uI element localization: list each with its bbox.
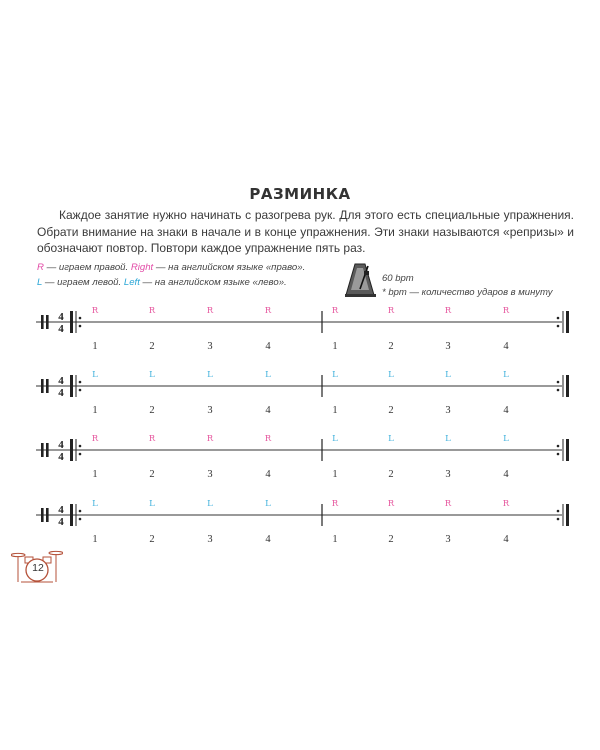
repeat-dot xyxy=(79,317,82,320)
hand-right: R xyxy=(387,306,395,316)
percussion-clef-bar xyxy=(46,443,49,457)
hand-right: R xyxy=(148,434,156,444)
legend-left-text1: — играем левой. xyxy=(42,276,124,288)
end-repeat-thick-bar xyxy=(566,311,569,333)
beat-count: 2 xyxy=(388,405,394,416)
repeat-dot xyxy=(557,510,560,513)
hand-right: R xyxy=(444,499,452,509)
end-repeat-thick-bar xyxy=(566,504,569,526)
page-number: 12 xyxy=(32,562,44,574)
legend-right-text1: — играем правой. xyxy=(43,262,131,273)
repeat-dot xyxy=(557,325,560,328)
beat-count: 1 xyxy=(332,341,338,352)
page-title: РАЗМИНКА xyxy=(249,185,351,203)
beat-count: 4 xyxy=(265,341,271,352)
percussion-clef-bar xyxy=(46,508,49,522)
time-signature-bottom: 4 xyxy=(58,451,64,463)
beat-count: 2 xyxy=(388,534,394,545)
intro-paragraph: Каждое занятие нужно начинать с разогрева рук. Для этого есть специальные упражнения. Обрати внимание на знаки в начале и в конце упражнения. Эти знаки называются «репризы» и обозначают повтор. Повтори каждое упражнение пять раз. xyxy=(37,208,574,255)
percussion-clef-bar xyxy=(41,443,44,457)
beat-count: 1 xyxy=(92,341,98,352)
end-repeat-thick-bar xyxy=(566,439,569,461)
hand-left: L xyxy=(445,434,451,444)
time-signature-bottom: 4 xyxy=(58,323,64,335)
time-signature-top: 4 xyxy=(58,311,64,323)
hand-right: R xyxy=(502,499,510,509)
repeat-dot xyxy=(79,389,82,392)
repeat-dot xyxy=(557,518,560,521)
repeat-dot xyxy=(557,381,560,384)
beat-count: 3 xyxy=(445,534,451,545)
time-signature-top: 4 xyxy=(58,504,64,516)
percussion-clef-bar xyxy=(41,379,44,393)
hand-right: R xyxy=(206,434,214,444)
hand-left: L xyxy=(503,370,509,380)
hand-right: R xyxy=(148,306,156,316)
beat-count: 2 xyxy=(388,469,394,480)
beat-count: 4 xyxy=(503,405,509,416)
hand-left: L xyxy=(388,434,394,444)
beat-count: 4 xyxy=(265,534,271,545)
repeat-dot xyxy=(557,445,560,448)
percussion-clef-bar xyxy=(41,508,44,522)
repeat-dot xyxy=(557,317,560,320)
time-signature-bottom: 4 xyxy=(58,516,64,528)
hand-right: R xyxy=(331,306,339,316)
hand-right: R xyxy=(444,306,452,316)
start-repeat-thick-bar xyxy=(70,504,73,526)
time-signature-top: 4 xyxy=(58,375,64,387)
hand-left: L xyxy=(92,499,98,509)
time-signature-top: 4 xyxy=(58,439,64,451)
hand-left: L xyxy=(149,370,155,380)
beat-count: 1 xyxy=(92,534,98,545)
start-repeat-thick-bar xyxy=(70,375,73,397)
start-repeat-thick-bar xyxy=(70,439,73,461)
legend-right-word: Right xyxy=(130,262,154,273)
percussion-clef-bar xyxy=(46,379,49,393)
beat-count: 1 xyxy=(92,405,98,416)
percussion-clef-bar xyxy=(41,315,44,329)
beat-count: 1 xyxy=(332,534,338,545)
hand-left: L xyxy=(332,370,338,380)
hand-left: L xyxy=(207,370,213,380)
hand-left: L xyxy=(207,499,213,509)
beat-count: 1 xyxy=(332,469,338,480)
repeat-dot xyxy=(557,389,560,392)
hand-right: R xyxy=(206,306,214,316)
beat-count: 3 xyxy=(207,469,213,480)
beat-count: 1 xyxy=(92,469,98,480)
legend-left-word: Left xyxy=(123,276,140,288)
hand-left: L xyxy=(265,499,271,509)
hand-left: L xyxy=(445,370,451,380)
percussion-clef-bar xyxy=(46,315,49,329)
hand-right: R xyxy=(91,306,99,316)
repeat-dot xyxy=(79,453,82,456)
beat-count: 3 xyxy=(207,405,213,416)
tempo-note: * bpm — количество ударов в минуту xyxy=(382,287,553,298)
beat-count: 3 xyxy=(207,534,213,545)
beat-count: 4 xyxy=(265,469,271,480)
legend-right-text2: — на английском языке «право». xyxy=(153,262,306,273)
hand-left: L xyxy=(92,370,98,380)
beat-count: 4 xyxy=(503,534,509,545)
legend-left-text2: — на английском языке «лево». xyxy=(139,276,287,288)
hand-right: R xyxy=(331,499,339,509)
hand-right: R xyxy=(264,434,272,444)
time-signature-bottom: 4 xyxy=(58,387,64,399)
end-repeat-thick-bar xyxy=(566,375,569,397)
repeat-dot xyxy=(79,510,82,513)
beat-count: 3 xyxy=(445,341,451,352)
beat-count: 3 xyxy=(445,405,451,416)
beat-count: 2 xyxy=(149,469,155,480)
hand-left: L xyxy=(388,370,394,380)
repeat-dot xyxy=(79,518,82,521)
repeat-dot xyxy=(79,445,82,448)
beat-count: 4 xyxy=(503,341,509,352)
beat-count: 2 xyxy=(149,341,155,352)
hand-right: R xyxy=(387,499,395,509)
hand-right: R xyxy=(264,306,272,316)
tempo-bpm: 60 bpm xyxy=(382,273,414,284)
hand-right: R xyxy=(502,306,510,316)
hand-left: L xyxy=(332,434,338,444)
hand-left: L xyxy=(265,370,271,380)
beat-count: 4 xyxy=(503,469,509,480)
repeat-dot xyxy=(557,453,560,456)
start-repeat-thick-bar xyxy=(70,311,73,333)
beat-count: 2 xyxy=(149,405,155,416)
hand-right: R xyxy=(91,434,99,444)
beat-count: 1 xyxy=(332,405,338,416)
hand-left: L xyxy=(503,434,509,444)
beat-count: 2 xyxy=(149,534,155,545)
legend-left-letter: L xyxy=(37,276,43,288)
repeat-dot xyxy=(79,381,82,384)
repeat-dot xyxy=(79,325,82,328)
legend-right-letter: R xyxy=(37,262,44,273)
beat-count: 4 xyxy=(265,405,271,416)
beat-count: 3 xyxy=(207,341,213,352)
beat-count: 3 xyxy=(445,469,451,480)
hand-left: L xyxy=(149,499,155,509)
beat-count: 2 xyxy=(388,341,394,352)
